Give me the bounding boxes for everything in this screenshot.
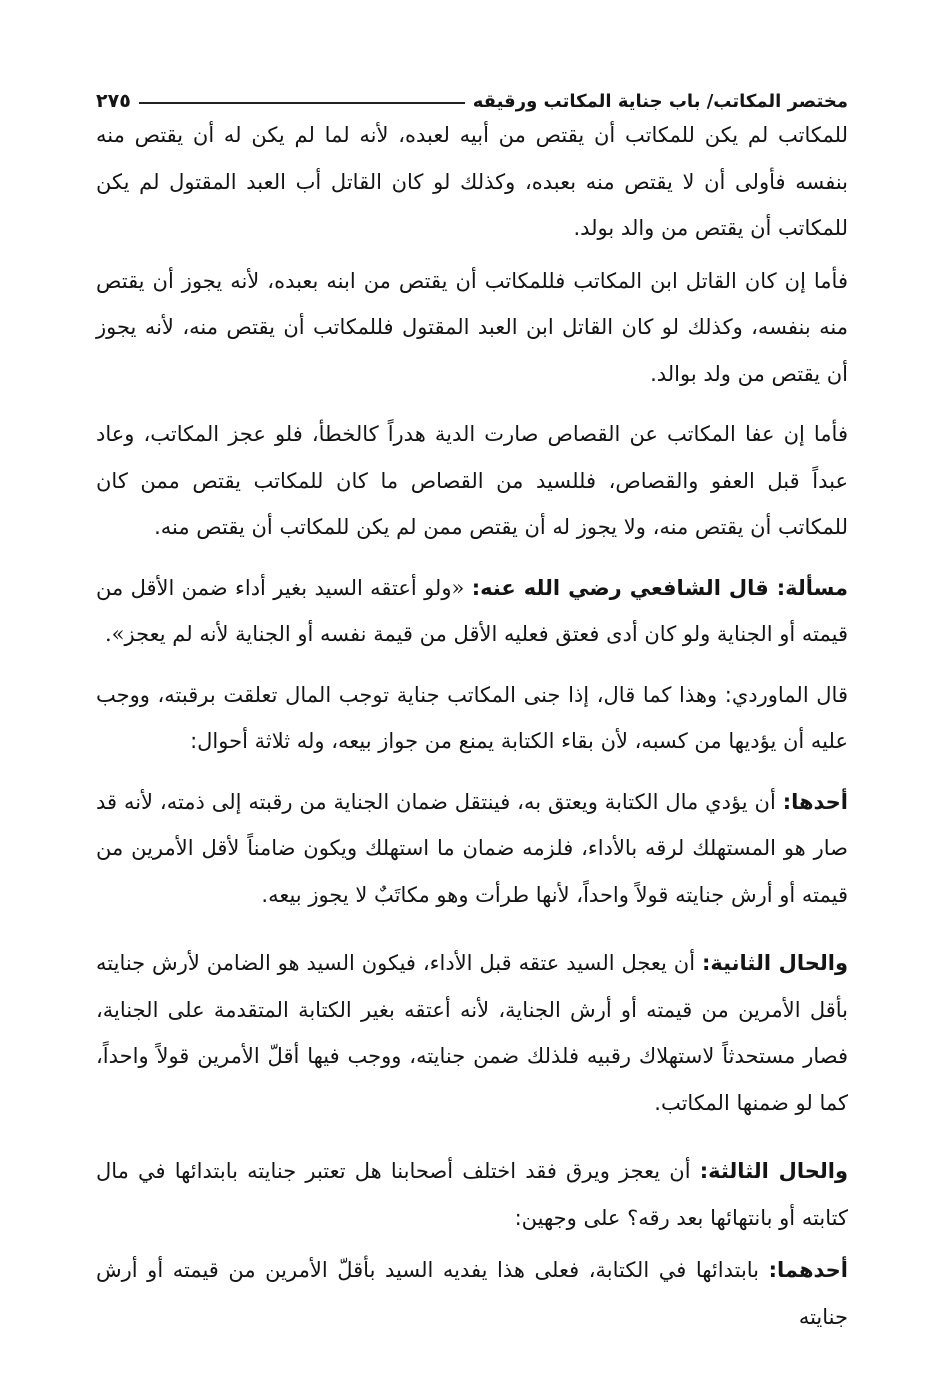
paragraph-text: أن يعجل السيد عتقه قبل الأداء، فيكون السيد هو الضامن لأرش جنايته بأقل الأمرين من قيمته أو أرش الجناية، لأنه أعتقه بغير الكتابة المتقدمة على الجناية، فصار مستحدثاً لاستهلاك رقبيه فلذلك ضمن جنايته، ووجب فيها أقلّ الأمرين قولاً واحداً، كما لو ضمنها المكاتب.: [96, 951, 848, 1115]
paragraph-text: قال الماوردي: وهذا كما قال، إذا جنى المكاتب جناية توجب المال تعلقت برقبته، ووجب عليه أن يؤديها من كسبه، لأن بقاء الكتابة يمنع من جواز بيعه، وله ثلاثة أحوال:: [96, 682, 848, 753]
paragraph-first-view: [96, 1247, 848, 1340]
paragraph-1: [96, 112, 848, 252]
document-page: [96, 78, 848, 1340]
running-header: [96, 78, 848, 112]
paragraph-text: للمكاتب لم يكن للمكاتب أن يقتص من أبيه لعبده، لأنه لما لم يكن له أن يقتص منه بنفسه فأولى أن لا يقتص منه بعبده، وكذلك لو كان القاتل أب العبد المقتول لم يكن للمكاتب أن يقتص من والد بولد.: [96, 123, 848, 240]
header-rule: [139, 102, 465, 104]
shafii-quote: «ولو أعتقه السيد بغير أداء ضمن الأقل من قيمته أو الجناية ولو كان أدى فعتق فعليه الأقل من قيمة نفسه أو الجناية لأنه لم يعجز».: [96, 575, 848, 646]
paragraph-mawardi: [96, 672, 848, 765]
paragraph-lead: أحدها:: [782, 789, 848, 814]
paragraph-text: فأما إن كان القاتل ابن المكاتب فللمكاتب أن يقتص من ابنه بعبده، لأنه يجوز أن يقتص منه بنفسه، وكذلك لو كان القاتل ابن العبد المقتول فللمكاتب أن يقتص منه، لأنه يجوز أن يقتص من ولد بوالد.: [96, 268, 848, 386]
paragraph-text: أن يعجز ويرق فقد اختلف أصحابنا هل تعتبر جنايته بابتدائها في مال كتابته أو بانتهائها بعد رقه؟ على وجهين:: [96, 1159, 848, 1230]
paragraph-text: أن يؤدي مال الكتابة ويعتق به، فينتقل ضمان الجناية من رقبته إلى ذمته، لأنه قد صار هو المستهلك لرقه بالأداء، فلزمه ضمان ما استهلك ويكون ضامناً لأقل الأمرين من قيمته أو أرش جنايته قولاً واحداً، لأنها طرأت وهو مكاتَبٌ لا يجوز بيعه.: [96, 789, 848, 907]
paragraph-text: فأما إن عفا المكاتب عن القصاص صارت الدية هدراً كالخطأ، فلو عجز المكاتب، وعاد عبداً قبل العفو والقصاص، فللسيد من القصاص ما كان للمكاتب يقتص ممن كان للمكاتب أن يقتص منه، ولا يجوز له أن يقتص ممن لم يكن للمكاتب أن يقتص منه.: [96, 422, 848, 539]
paragraph-text: بابتدائها في الكتابة، فعلى هذا يفديه السيد بأقلّ الأمرين من قيمته أو أرش جنايته: [96, 1258, 848, 1329]
paragraph-case-1: [96, 779, 848, 919]
paragraph-2: [96, 258, 848, 398]
paragraph-case-3: [96, 1148, 848, 1241]
paragraph-masala: [96, 565, 848, 658]
paragraph-3: [96, 411, 848, 551]
page-number: ٢٧٥: [96, 90, 131, 112]
header-title: مختصر المكاتب/ باب جناية المكاتب ورقيقه: [472, 91, 848, 112]
paragraph-lead: أحدهما:: [768, 1258, 848, 1282]
paragraph-case-2: [96, 940, 848, 1126]
paragraph-lead: والحال الثانية:: [701, 951, 848, 975]
paragraph-lead: مسألة: قال الشافعي رضي الله عنه:: [471, 575, 848, 600]
paragraph-lead: والحال الثالثة:: [699, 1159, 849, 1183]
